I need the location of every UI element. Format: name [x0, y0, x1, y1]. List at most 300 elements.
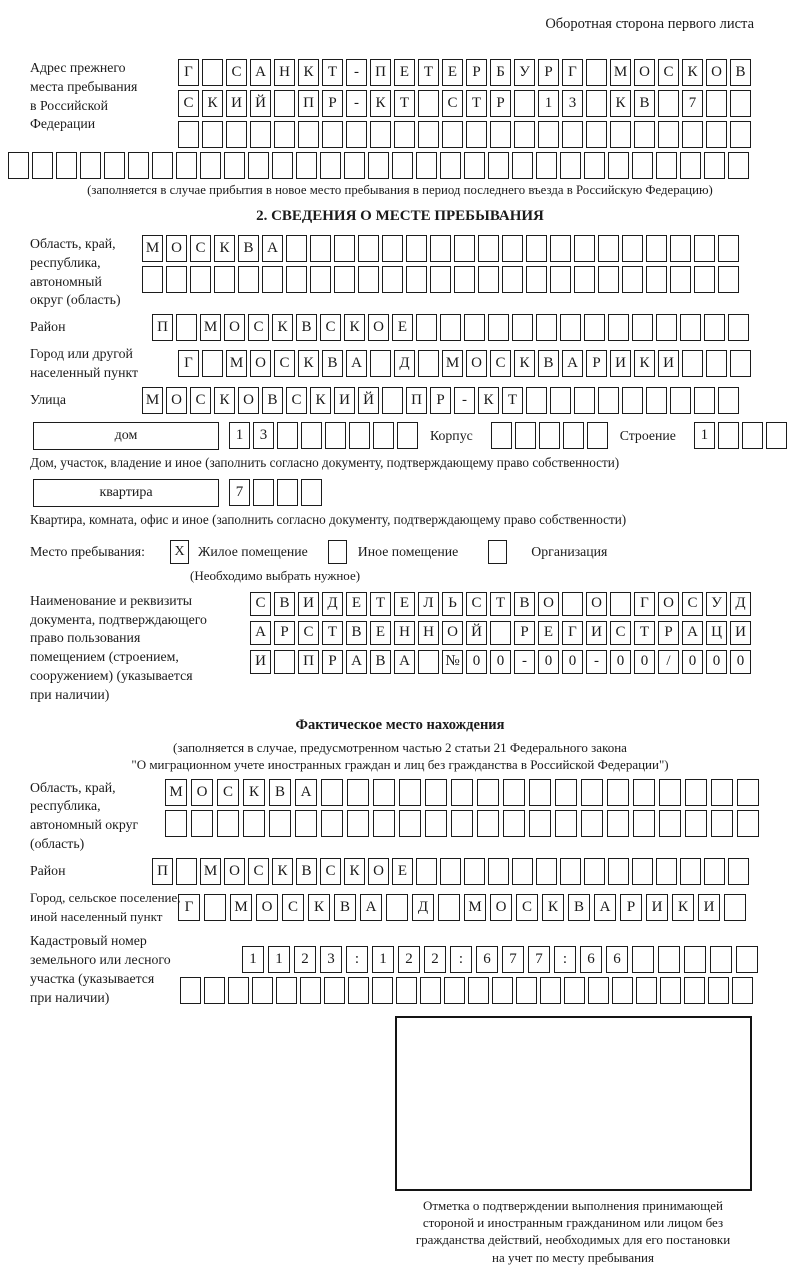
char-cell[interactable]: А [346, 350, 367, 377]
char-cell[interactable]: О [224, 314, 245, 341]
char-cell[interactable] [8, 152, 29, 179]
char-cell[interactable] [444, 977, 465, 1004]
char-cell[interactable]: С [516, 894, 538, 921]
char-cell[interactable]: И [658, 350, 679, 377]
prev-address-row-3[interactable] [178, 121, 751, 148]
char-cell[interactable]: 0 [730, 650, 751, 674]
char-cell[interactable]: Г [562, 59, 583, 86]
char-cell[interactable]: 6 [606, 946, 628, 973]
char-cell[interactable] [214, 266, 235, 293]
cadastral-row-2[interactable] [180, 977, 758, 1004]
char-cell[interactable] [382, 387, 403, 414]
char-cell[interactable] [706, 121, 727, 148]
char-cell[interactable] [178, 121, 199, 148]
char-cell[interactable]: К [542, 894, 564, 921]
char-cell[interactable] [418, 350, 439, 377]
char-cell[interactable]: С [217, 779, 239, 806]
char-cell[interactable]: О [250, 350, 271, 377]
char-cell[interactable]: Г [178, 350, 199, 377]
char-cell[interactable]: Б [490, 59, 511, 86]
char-cell[interactable]: К [298, 350, 319, 377]
char-cell[interactable] [670, 387, 691, 414]
char-cell[interactable] [704, 152, 725, 179]
char-cell[interactable] [526, 235, 547, 262]
char-cell[interactable]: № [442, 650, 463, 674]
char-cell[interactable]: Т [322, 621, 343, 645]
char-cell[interactable]: 0 [562, 650, 583, 674]
char-cell[interactable]: М [142, 235, 163, 262]
char-cell[interactable] [321, 779, 343, 806]
char-cell[interactable]: 0 [682, 650, 703, 674]
char-cell[interactable] [394, 121, 415, 148]
street-row[interactable] [142, 387, 739, 414]
char-cell[interactable] [397, 422, 418, 449]
char-cell[interactable]: С [248, 858, 269, 885]
char-cell[interactable]: К [214, 235, 235, 262]
char-cell[interactable]: Е [538, 621, 559, 645]
char-cell[interactable]: И [646, 894, 668, 921]
char-cell[interactable]: О [238, 387, 259, 414]
checkbox-other-premises[interactable] [328, 540, 347, 564]
char-cell[interactable]: 7 [682, 90, 703, 117]
char-cell[interactable] [704, 858, 725, 885]
char-cell[interactable] [344, 152, 365, 179]
char-cell[interactable] [440, 314, 461, 341]
char-cell[interactable] [718, 422, 739, 449]
char-cell[interactable] [320, 152, 341, 179]
char-cell[interactable]: К [344, 858, 365, 885]
char-cell[interactable] [454, 266, 475, 293]
char-cell[interactable] [490, 621, 511, 645]
char-cell[interactable] [202, 59, 223, 86]
char-cell[interactable] [451, 779, 473, 806]
char-cell[interactable] [560, 314, 581, 341]
char-cell[interactable] [718, 235, 739, 262]
char-cell[interactable]: В [730, 59, 751, 86]
char-cell[interactable] [607, 810, 629, 837]
char-cell[interactable] [324, 977, 345, 1004]
char-cell[interactable]: С [286, 387, 307, 414]
checkbox-organization[interactable] [488, 540, 507, 564]
char-cell[interactable]: Р [658, 621, 679, 645]
char-cell[interactable] [430, 235, 451, 262]
char-cell[interactable] [610, 121, 631, 148]
char-cell[interactable]: К [344, 314, 365, 341]
char-cell[interactable]: Т [370, 592, 391, 616]
char-cell[interactable] [451, 810, 473, 837]
char-cell[interactable] [555, 779, 577, 806]
char-cell[interactable]: 1 [694, 422, 715, 449]
char-cell[interactable] [176, 152, 197, 179]
char-cell[interactable]: М [226, 350, 247, 377]
char-cell[interactable]: П [298, 650, 319, 674]
char-cell[interactable] [502, 235, 523, 262]
char-cell[interactable]: А [262, 235, 283, 262]
char-cell[interactable]: - [346, 90, 367, 117]
char-cell[interactable]: Г [634, 592, 655, 616]
char-cell[interactable] [418, 121, 439, 148]
char-cell[interactable] [598, 235, 619, 262]
char-cell[interactable] [228, 977, 249, 1004]
char-cell[interactable] [372, 977, 393, 1004]
char-cell[interactable] [607, 779, 629, 806]
char-cell[interactable]: М [142, 387, 163, 414]
char-cell[interactable] [646, 266, 667, 293]
char-cell[interactable] [373, 810, 395, 837]
char-cell[interactable] [464, 152, 485, 179]
char-cell[interactable] [370, 121, 391, 148]
char-cell[interactable]: : [346, 946, 368, 973]
char-cell[interactable]: Н [394, 621, 415, 645]
char-cell[interactable]: А [360, 894, 382, 921]
char-cell[interactable] [276, 977, 297, 1004]
char-cell[interactable]: В [370, 650, 391, 674]
char-cell[interactable] [142, 266, 163, 293]
char-cell[interactable]: М [442, 350, 463, 377]
char-cell[interactable] [550, 387, 571, 414]
char-cell[interactable] [704, 314, 725, 341]
char-cell[interactable] [56, 152, 77, 179]
char-cell[interactable] [104, 152, 125, 179]
char-cell[interactable] [204, 894, 226, 921]
char-cell[interactable] [200, 152, 221, 179]
char-cell[interactable] [248, 152, 269, 179]
char-cell[interactable]: А [346, 650, 367, 674]
char-cell[interactable] [529, 779, 551, 806]
char-cell[interactable] [253, 479, 274, 506]
char-cell[interactable] [334, 266, 355, 293]
char-cell[interactable]: 0 [490, 650, 511, 674]
char-cell[interactable] [191, 810, 213, 837]
char-cell[interactable]: В [334, 894, 356, 921]
char-cell[interactable] [515, 422, 536, 449]
char-cell[interactable]: Д [394, 350, 415, 377]
char-cell[interactable] [632, 314, 653, 341]
char-cell[interactable] [310, 235, 331, 262]
prev-address-row-2[interactable] [178, 90, 751, 117]
char-cell[interactable] [286, 235, 307, 262]
char-cell[interactable] [358, 266, 379, 293]
char-cell[interactable]: И [730, 621, 751, 645]
char-cell[interactable]: 1 [242, 946, 264, 973]
char-cell[interactable] [269, 810, 291, 837]
char-cell[interactable] [711, 810, 733, 837]
char-cell[interactable] [464, 314, 485, 341]
char-cell[interactable]: К [272, 858, 293, 885]
char-cell[interactable]: К [478, 387, 499, 414]
char-cell[interactable] [386, 894, 408, 921]
char-cell[interactable] [680, 152, 701, 179]
char-cell[interactable] [166, 266, 187, 293]
char-cell[interactable] [536, 152, 557, 179]
char-cell[interactable]: К [514, 350, 535, 377]
char-cell[interactable] [226, 121, 247, 148]
char-cell[interactable] [526, 387, 547, 414]
char-cell[interactable]: 2 [294, 946, 316, 973]
char-cell[interactable] [399, 779, 421, 806]
char-cell[interactable] [334, 235, 355, 262]
char-cell[interactable]: О [368, 858, 389, 885]
char-cell[interactable]: Р [620, 894, 642, 921]
char-cell[interactable] [477, 810, 499, 837]
char-cell[interactable]: В [322, 350, 343, 377]
char-cell[interactable]: О [368, 314, 389, 341]
char-cell[interactable] [646, 235, 667, 262]
char-cell[interactable]: К [272, 314, 293, 341]
char-cell[interactable]: А [682, 621, 703, 645]
char-cell[interactable]: К [370, 90, 391, 117]
char-cell[interactable] [598, 266, 619, 293]
char-cell[interactable]: Т [418, 59, 439, 86]
char-cell[interactable] [633, 779, 655, 806]
char-cell[interactable] [610, 592, 631, 616]
char-cell[interactable] [608, 858, 629, 885]
char-cell[interactable]: 7 [502, 946, 524, 973]
char-cell[interactable]: В [514, 592, 535, 616]
apartment-number-row[interactable] [229, 479, 322, 506]
char-cell[interactable]: Р [490, 90, 511, 117]
char-cell[interactable]: О [634, 59, 655, 86]
char-cell[interactable]: П [406, 387, 427, 414]
char-cell[interactable] [349, 422, 370, 449]
char-cell[interactable]: В [538, 350, 559, 377]
char-cell[interactable] [562, 592, 583, 616]
char-cell[interactable] [286, 266, 307, 293]
char-cell[interactable]: К [310, 387, 331, 414]
char-cell[interactable]: С [274, 350, 295, 377]
char-cell[interactable]: К [243, 779, 265, 806]
char-cell[interactable] [608, 152, 629, 179]
char-cell[interactable] [685, 779, 707, 806]
char-cell[interactable] [660, 977, 681, 1004]
char-cell[interactable]: Р [322, 90, 343, 117]
char-cell[interactable] [636, 977, 657, 1004]
char-cell[interactable] [685, 810, 707, 837]
char-cell[interactable] [564, 977, 585, 1004]
char-cell[interactable] [358, 235, 379, 262]
char-cell[interactable] [724, 894, 746, 921]
char-cell[interactable] [440, 152, 461, 179]
char-cell[interactable]: Е [346, 592, 367, 616]
char-cell[interactable] [274, 90, 295, 117]
char-cell[interactable] [560, 858, 581, 885]
char-cell[interactable]: 0 [466, 650, 487, 674]
char-cell[interactable]: К [214, 387, 235, 414]
char-cell[interactable]: Д [322, 592, 343, 616]
prev-address-row-4[interactable] [8, 152, 800, 179]
char-cell[interactable] [348, 977, 369, 1004]
char-cell[interactable] [296, 152, 317, 179]
char-cell[interactable]: М [200, 314, 221, 341]
char-cell[interactable] [586, 121, 607, 148]
char-cell[interactable] [730, 350, 751, 377]
char-cell[interactable] [728, 314, 749, 341]
char-cell[interactable] [491, 422, 512, 449]
char-cell[interactable] [586, 90, 607, 117]
char-cell[interactable] [262, 266, 283, 293]
char-cell[interactable]: В [262, 387, 283, 414]
char-cell[interactable] [224, 152, 245, 179]
cadastral-row-1[interactable] [242, 946, 758, 973]
char-cell[interactable] [514, 90, 535, 117]
char-cell[interactable] [373, 422, 394, 449]
char-cell[interactable]: 2 [398, 946, 420, 973]
char-cell[interactable]: С [190, 387, 211, 414]
char-cell[interactable]: В [568, 894, 590, 921]
char-cell[interactable] [128, 152, 149, 179]
char-cell[interactable] [298, 121, 319, 148]
char-cell[interactable] [406, 235, 427, 262]
char-cell[interactable] [658, 946, 680, 973]
char-cell[interactable]: О [658, 592, 679, 616]
char-cell[interactable] [730, 90, 751, 117]
char-cell[interactable] [416, 152, 437, 179]
char-cell[interactable] [742, 422, 763, 449]
char-cell[interactable] [442, 121, 463, 148]
char-cell[interactable]: О [490, 894, 512, 921]
char-cell[interactable]: Й [250, 90, 271, 117]
char-cell[interactable] [512, 152, 533, 179]
char-cell[interactable]: С [250, 592, 271, 616]
char-cell[interactable]: С [320, 858, 341, 885]
char-cell[interactable]: К [202, 90, 223, 117]
char-cell[interactable] [659, 779, 681, 806]
char-cell[interactable] [659, 810, 681, 837]
char-cell[interactable] [243, 810, 265, 837]
char-cell[interactable] [728, 152, 749, 179]
char-cell[interactable]: 1 [268, 946, 290, 973]
char-cell[interactable] [634, 121, 655, 148]
char-cell[interactable]: С [466, 592, 487, 616]
char-cell[interactable] [346, 121, 367, 148]
char-cell[interactable]: Е [394, 592, 415, 616]
char-cell[interactable] [176, 314, 197, 341]
char-cell[interactable]: Т [322, 59, 343, 86]
char-cell[interactable] [560, 152, 581, 179]
char-cell[interactable]: 3 [562, 90, 583, 117]
char-cell[interactable]: Е [370, 621, 391, 645]
char-cell[interactable]: И [698, 894, 720, 921]
char-cell[interactable] [392, 152, 413, 179]
char-cell[interactable] [680, 858, 701, 885]
char-cell[interactable]: И [250, 650, 271, 674]
char-cell[interactable] [588, 977, 609, 1004]
char-cell[interactable] [464, 858, 485, 885]
char-cell[interactable] [502, 266, 523, 293]
char-cell[interactable] [165, 810, 187, 837]
char-cell[interactable]: Р [538, 59, 559, 86]
char-cell[interactable] [516, 977, 537, 1004]
char-cell[interactable]: И [586, 621, 607, 645]
char-cell[interactable] [202, 350, 223, 377]
char-cell[interactable]: М [464, 894, 486, 921]
char-cell[interactable]: Ц [706, 621, 727, 645]
char-cell[interactable]: Р [430, 387, 451, 414]
char-cell[interactable]: Н [274, 59, 295, 86]
char-cell[interactable] [420, 977, 441, 1004]
char-cell[interactable]: О [166, 387, 187, 414]
char-cell[interactable] [204, 977, 225, 1004]
char-cell[interactable]: С [298, 621, 319, 645]
char-cell[interactable]: О [706, 59, 727, 86]
char-cell[interactable] [539, 422, 560, 449]
char-cell[interactable] [608, 314, 629, 341]
char-cell[interactable] [632, 858, 653, 885]
char-cell[interactable]: М [200, 858, 221, 885]
char-cell[interactable]: А [250, 59, 271, 86]
char-cell[interactable] [347, 810, 369, 837]
city-row[interactable] [178, 350, 751, 377]
document-row-3[interactable] [250, 650, 751, 674]
char-cell[interactable]: Й [466, 621, 487, 645]
char-cell[interactable] [555, 810, 577, 837]
char-cell[interactable]: Т [394, 90, 415, 117]
char-cell[interactable] [736, 946, 758, 973]
char-cell[interactable]: Г [562, 621, 583, 645]
prev-address-row-1[interactable] [178, 59, 751, 86]
char-cell[interactable]: А [295, 779, 317, 806]
char-cell[interactable]: 0 [538, 650, 559, 674]
char-cell[interactable] [584, 314, 605, 341]
char-cell[interactable]: 7 [229, 479, 250, 506]
char-cell[interactable]: : [554, 946, 576, 973]
house-number-row[interactable] [229, 422, 418, 449]
char-cell[interactable]: К [610, 90, 631, 117]
char-cell[interactable]: В [634, 90, 655, 117]
char-cell[interactable] [503, 810, 525, 837]
char-cell[interactable] [656, 314, 677, 341]
char-cell[interactable]: 2 [424, 946, 446, 973]
char-cell[interactable] [529, 810, 551, 837]
char-cell[interactable]: С [682, 592, 703, 616]
char-cell[interactable] [492, 977, 513, 1004]
char-cell[interactable] [711, 779, 733, 806]
region-row-1[interactable] [142, 235, 739, 262]
char-cell[interactable] [680, 314, 701, 341]
char-cell[interactable] [325, 422, 346, 449]
char-cell[interactable]: 1 [538, 90, 559, 117]
char-cell[interactable] [598, 387, 619, 414]
char-cell[interactable] [682, 350, 703, 377]
char-cell[interactable] [550, 266, 571, 293]
char-cell[interactable] [581, 810, 603, 837]
char-cell[interactable]: - [454, 387, 475, 414]
char-cell[interactable] [277, 422, 298, 449]
char-cell[interactable]: М [165, 779, 187, 806]
char-cell[interactable] [526, 266, 547, 293]
char-cell[interactable]: О [166, 235, 187, 262]
char-cell[interactable]: 6 [580, 946, 602, 973]
char-cell[interactable]: Т [634, 621, 655, 645]
char-cell[interactable] [706, 350, 727, 377]
char-cell[interactable] [277, 479, 298, 506]
char-cell[interactable]: П [152, 314, 173, 341]
char-cell[interactable] [512, 314, 533, 341]
char-cell[interactable] [321, 810, 343, 837]
char-cell[interactable] [80, 152, 101, 179]
char-cell[interactable]: И [298, 592, 319, 616]
document-row-1[interactable] [250, 592, 751, 616]
char-cell[interactable]: В [238, 235, 259, 262]
char-cell[interactable]: Д [412, 894, 434, 921]
char-cell[interactable]: У [514, 59, 535, 86]
char-cell[interactable]: Р [466, 59, 487, 86]
char-cell[interactable] [718, 266, 739, 293]
char-cell[interactable]: С [282, 894, 304, 921]
char-cell[interactable] [730, 121, 751, 148]
char-cell[interactable] [368, 152, 389, 179]
char-cell[interactable] [658, 90, 679, 117]
